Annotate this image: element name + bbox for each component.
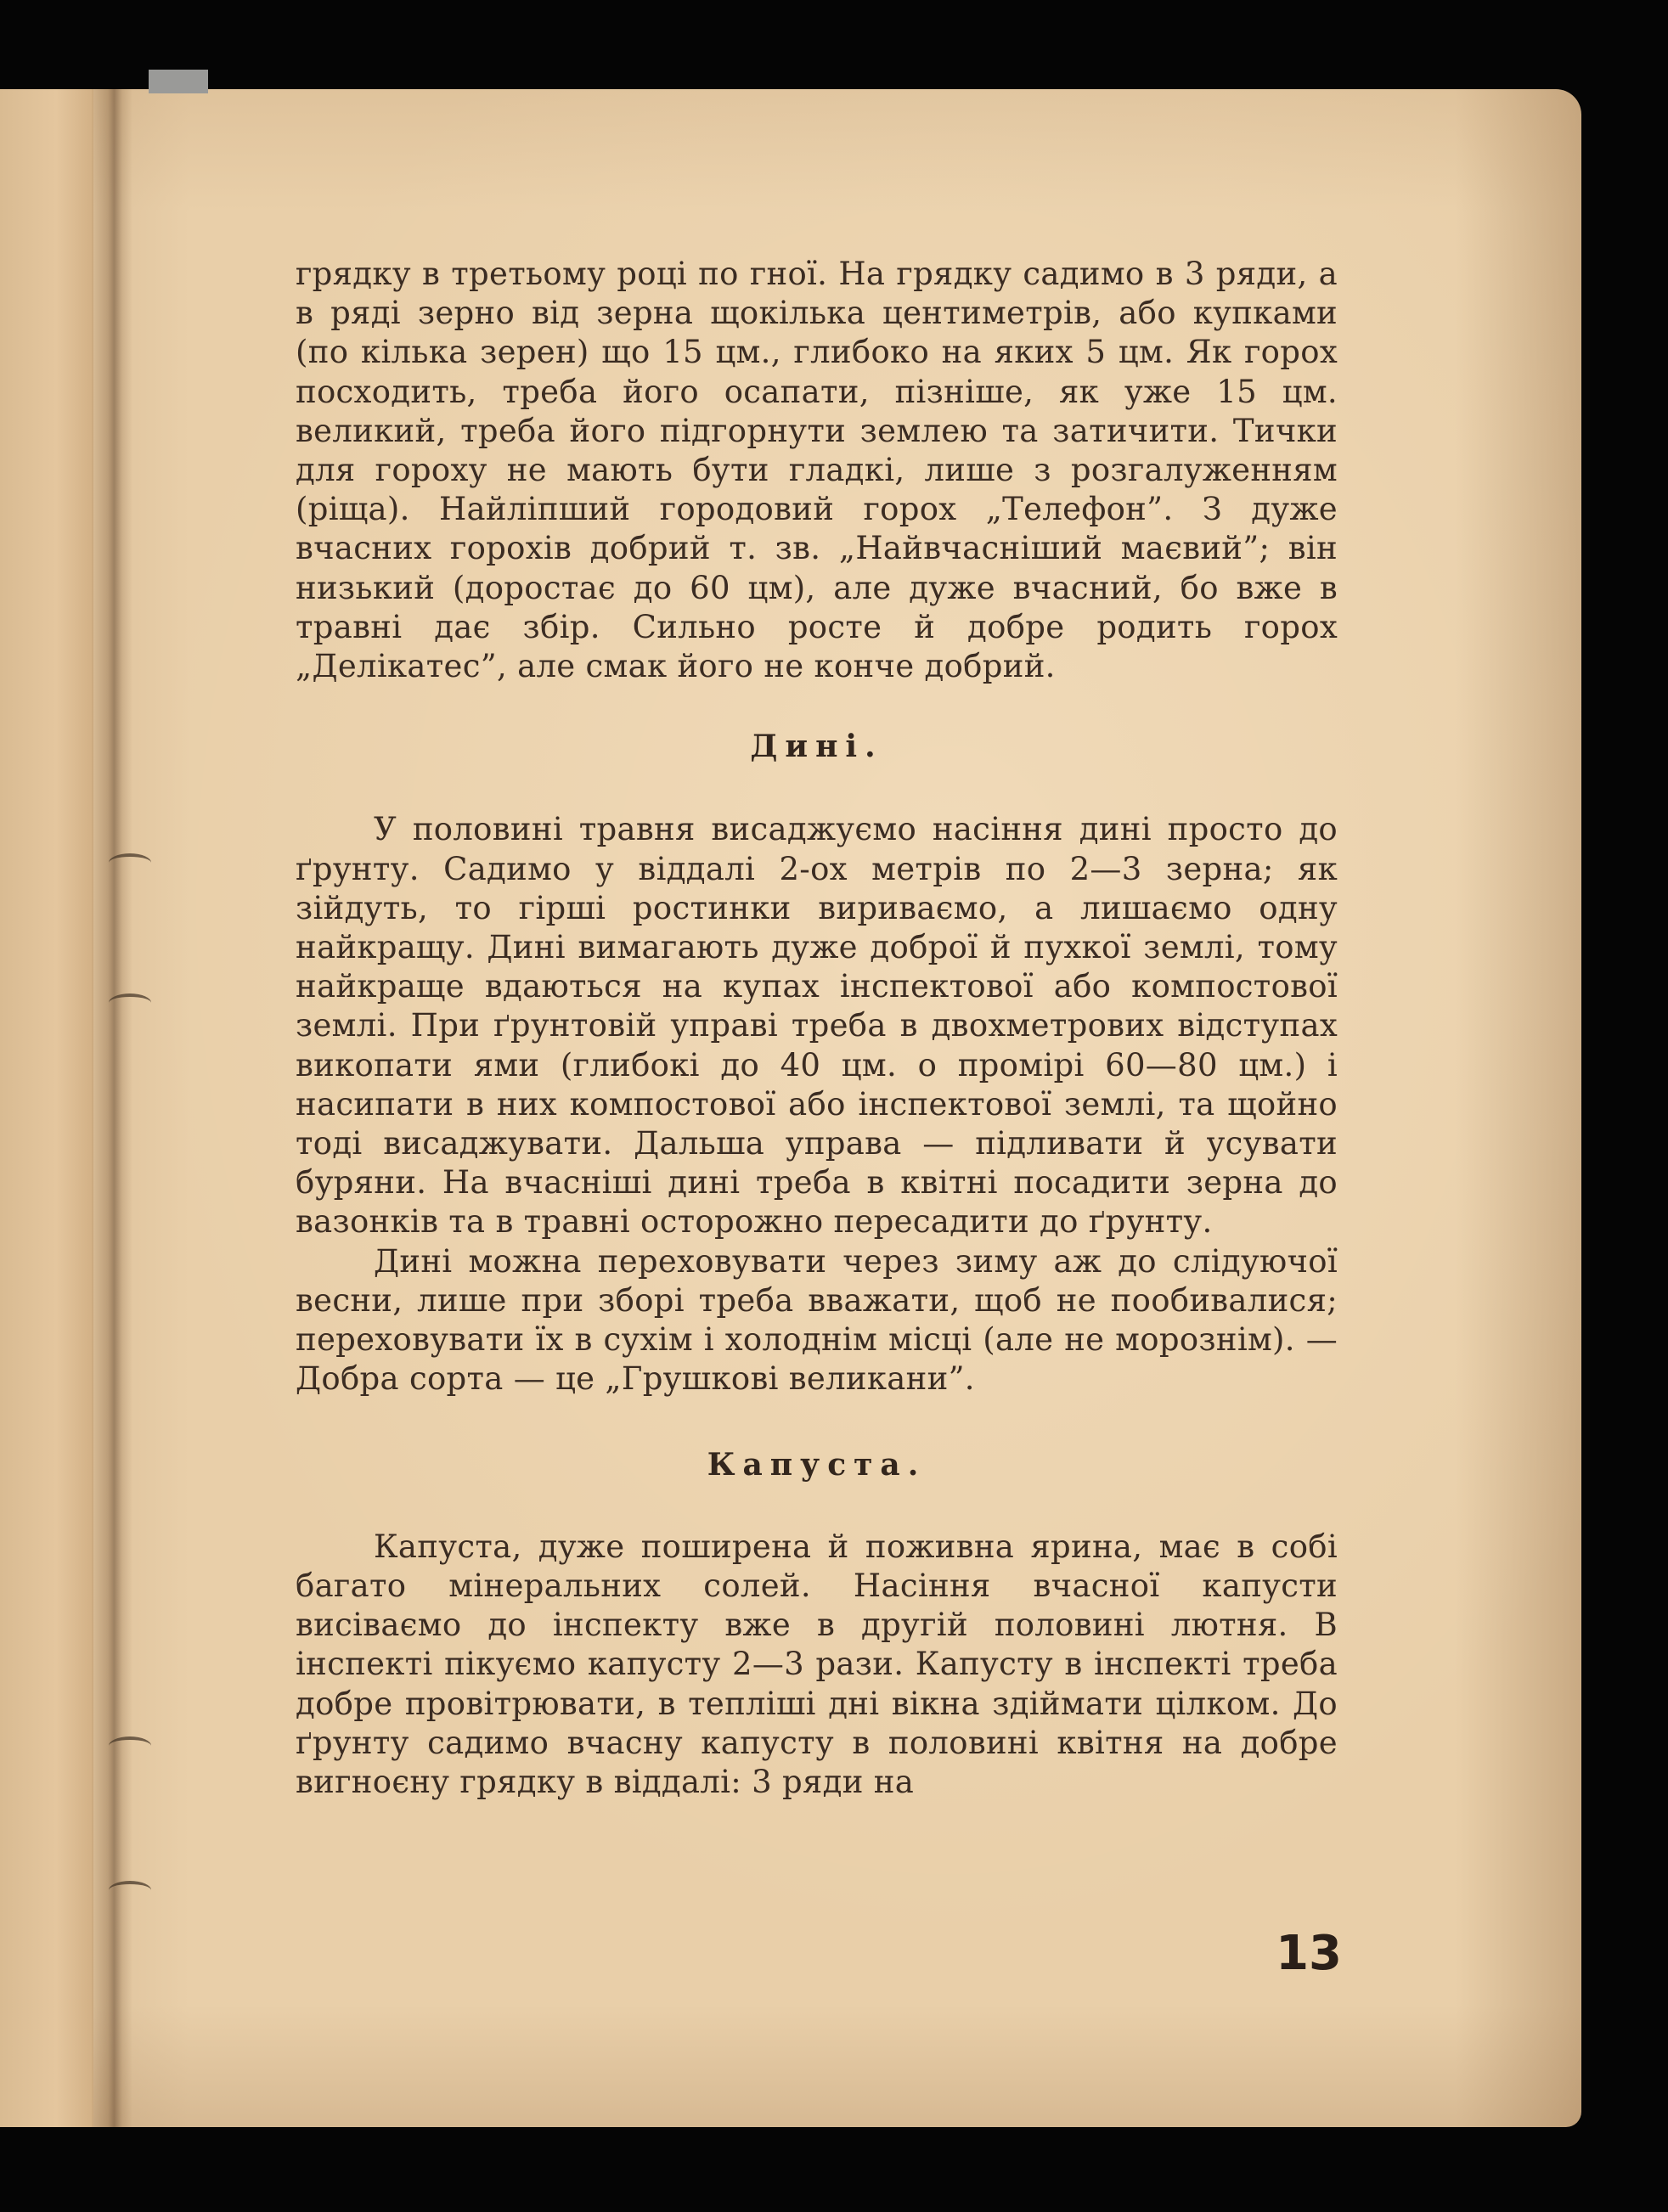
- binding-stitch: [109, 1881, 151, 1900]
- body-text: [296, 255, 1338, 1802]
- section-heading-cabbage: Капуста.: [707, 1447, 927, 1483]
- section-heading-melons: Дині.: [750, 729, 883, 765]
- page-number: 13: [1276, 1926, 1342, 1981]
- book-gutter: [92, 89, 132, 2127]
- binding-stitch: [109, 853, 151, 872]
- binding-tape: [149, 70, 208, 93]
- paragraph-melons-storage: Дині можна переховувати через зиму аж до слідуючої весни, лише при зборі треба вважати, щоб не пообивалися; переховувати їх в сухім і холоднім місці (але не морознім). — Добра сорта — це „Грушкові великани”.: [296, 1242, 1338, 1398]
- binding-stitch: [109, 1736, 151, 1755]
- paragraph-melons-planting: У половині травня висаджуємо насіння дині просто до ґрунту. Садимо у віддалі 2-ох метрів по 2—3 зерна; як зійдуть, то гірші ростинки вириваємо, а лишаємо одну найкращу. Дині вимагають дуже доброї й пухкої землі, тому найкраще вдаються на купах інспектової або компостової землі. При ґрунтовій управі треба в двохметрових відступах викопати ями (глибокі до 40 цм. о промірі 60—80 цм.) і насипати в них компостової або інспектової землі, та щойно тоді висаджувати. Дальша управа — підливати й усувати буряни. На вчасніші дині треба в квітні посадити зерна до вазонків та в травні осторожно пересадити до ґрунту.: [296, 811, 1338, 1241]
- binding-stitch: [109, 993, 151, 1012]
- paragraph-cabbage: Капуста, дуже поширена й поживна ярина, має в собі багато мінеральних солей. Насіння вчасної капусти висіваємо до інспекту вже в другій половині лютня. В інспекті пікуємо капусту 2—3 рази. Капусту в інспекті треба добре провітрювати, в тепліші дні вікна здіймати цілком. До ґрунту садимо вчасну капусту в половині квітня на добре вигноєну грядку в віддалі: 3 ряди на: [296, 1528, 1338, 1800]
- previous-page-edge: [0, 89, 93, 2127]
- paragraph-peas-continued: грядку в третьому році по гної. На грядку садимо в 3 ряди, а в ряді зерно від зерна щокілька центиметрів, або купками (по кілька зерен) що 15 цм., глибоко на яких 5 цм. Як горох посходить, треба його осапати, пізніше, як уже 15 цм. великий, треба його підгорнути землею та затичити. Тички для гороху не мають бути гладкі, лише з розгалуженням (ріща). Найліпший городовий горох „Телефон”. З дуже вчасних горохів добрий т. зв. „Найвчасніший маєвий”; він низький (доростає до 60 цм), але дуже вчасний, бо вже в травні дає збір. Сильно росте й добре родить горох „Делікатес”, але смак його не конче добрий.: [296, 256, 1338, 685]
